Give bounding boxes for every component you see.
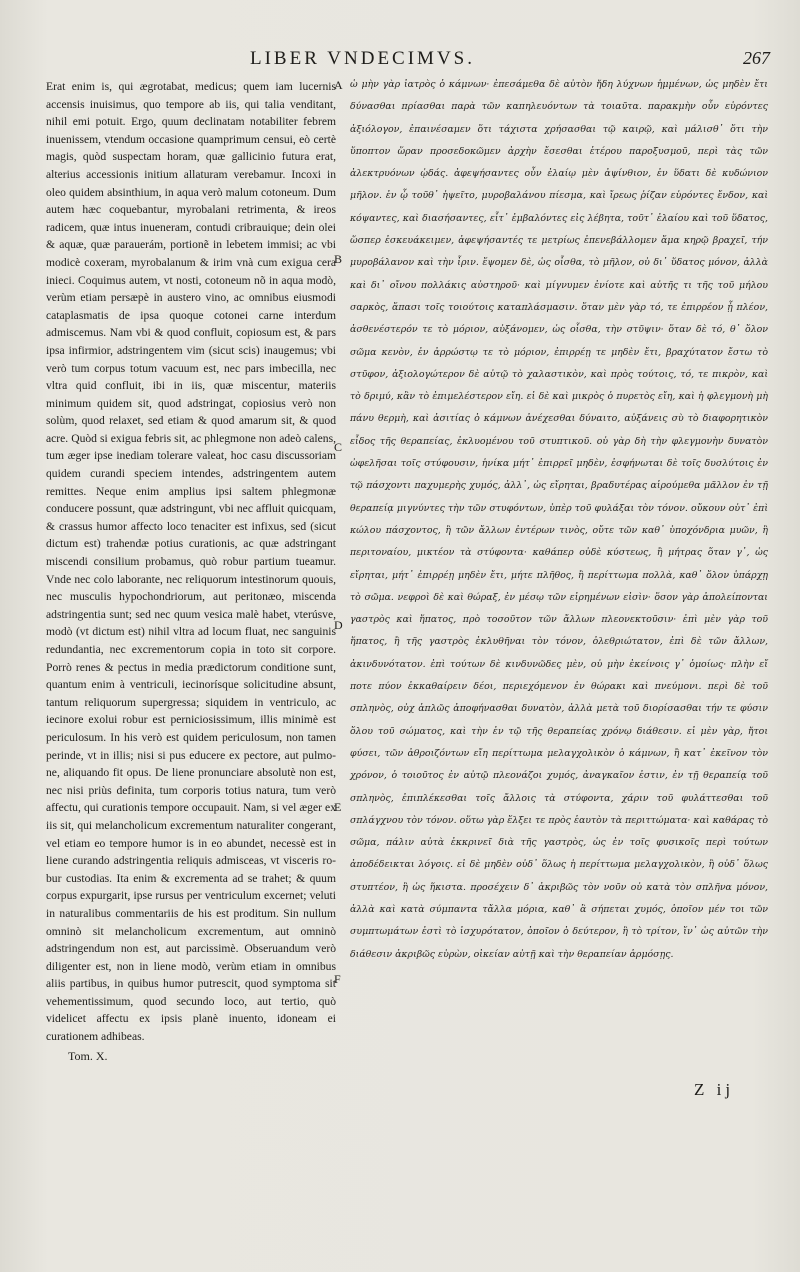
running-title: LIBER VNDECIMVS.: [250, 48, 475, 69]
greek-column: [350, 74, 768, 966]
latin-column: [46, 78, 336, 1065]
gathering-signature: Z ij: [694, 1080, 735, 1099]
margin-letter-a: A: [334, 78, 343, 92]
latin-paragraph: Erat enim is, qui ægrotabat, medicus; quem iam lucernis accensis inuisimus, quo tempore ab iis, qui talia venditant, nihil emi potuit. Ergo, quum declinatam notabiliter febrem inuenissem, vtendum occasione quamprimum censui, eò certè magis, quòd suspectam horam, quæ gallicinio futura erat, alterius accessionis initium allaturam verebamur. Incoxi in oleo quidem absinthium, in aqua verò malum cotoneum. Dum autem hæc coquebantur, myrobalani retrimenta, & ireos radicem, quæ intus inueneram, contudi cribrauique; dein olei & aquæ, quæ parauerám, portionẽ in lebetem immisi; ac vbi modicè coxeram, myrobalanum & irim vnà cum exigua cera inieci. Coquimus autem, vt nosti, cotoneum nõ in aqua modò, verùm etiam persæpè in austero vino, ac omnibus eiusmodi cataplasmatis de ipsa quoque cotonei carne interdum admiscemus. Nam vbi & quod confluit, copiosum est, & pars ipsa infirmior, adstringentem vim (sicut scis) inaugemus; vbi verò tum corpus totum vacuum est, nec pars imbecilla, nec vltra quid confluit, ibi in iis, quæ miscentur, materiis minimum quidem sit, quod adstringat, copiosius verò non solùm, quod relaxet, sed etiam & quod amarum sit, & quod acre. Quòd si exigua febris sit, ac phlegmone non adeò calens, tum æger ipse inediam tolerare valeat, hoc casu discussoriam quidem curandi speciem intendes, adstringentem autem remittes. Neque enim amplius ipsi saltem phlegmonæ conducere possunt, quæ adstringunt, vbi nec affluit quicquam, & crassus humor affecto loco tenaciter est infixus, sed (sicut dictum est) trahendæ potius curationis, ac quæ adstringant miscendi consilium probamus, quò robur partium tueamur. Vnde nec colo laborante, nec reliquorum intestinorum quouis, nec musculis hypochondriorum, aut peritonæo, miscenda adstringentia sunt; sed nec quum vesica malè habet, vterúsve, modò (vt dictum est) nihil vltra ad locum fluat, nec sanguinis redundantia, nec excrementorum copia in toto sit corpore. Porrò renes & pectus in media prædictorum conditione sunt, quantum enim à ventriculi, iecinorísque solicitudine absunt, tantum reliquorum supergressa; siquidem in ventriculo, ac iecinore exolui robur est perniciosissimum, illis minimè est periculosum. In his verò est quidem periculosum, non tamen perinde, vt in illis; nisi si pus educere ex pectore, aut pulmone, aliquando fit opus. De liene pronunciare absolutè non est, nec nisi priùs definita, tum corporis totius natura, tum verò affectu, qui curationis tempore occupauit. Nam, si vel æger ex iis sit, qui melancholicum excrementum naturaliter congerant, vel etiam eo tempore humor is in eo abundet, necessè est in liene curando adstringentia reliquis admisceas, vt visceris robur custodias. Ita enim & excrementa ad se trahet; & quum corpus expurgarit, ipse rursus per ventriculum excernet; veluti in naturalibus commentariis de his est proditum. Sin nullum omninò sit melancholicum excrementum, aut omninò adstringendum non est, aut parcissimè. Obseruandum verò diligenter est, non in liene modò, verùm etiam in omnibus aliis partibus, in quibus humor putrescit, quod symptoma sit vehementissimum, quod secundo loco, aut tertio, quò videlicet affectu ex ipsis planè inuento, idoneam ei curationem adhibeas.: [46, 80, 336, 1044]
margin-letter-c: C: [334, 440, 343, 454]
page-number: 267: [743, 48, 770, 68]
margin-letter-f: F: [334, 972, 341, 986]
margin-letter-e: E: [334, 800, 342, 814]
margin-letter-b: B: [334, 252, 343, 266]
page-header: [0, 46, 800, 76]
volume-signature: Tom. X.: [68, 1048, 108, 1063]
greek-paragraph: ὡ μὴν γὰρ ἰατρὸς ὁ κάμνων· ἐπεσάμεθα δὲ αὐτὸν ἤδη λύχνων ἡμμένων, ὡς μηδὲν ἔτι δύνασθαι πρίασθαι παρὰ τῶν καπηλευόντων τὰ τοιαῦτα. παρακμὴν οὖν εὑρόντες ἀξιόλογον, ἐπαινέσαμεν ὅτι τάχιστα χρήσασθαι τῷ καιρῷ, καὶ μάλισθ᾽ ὅτι τὴν ὕποπτον ὥραν προσεδοκῶμεν ἀρχὴν ἔσεσθαι ἑτέρου παροξυσμοῦ, περὶ τὰς τῶν ἀλεκτρυόνων ᾠδάς. ἀφεψήσαντες οὖν ἐλαίῳ μὲν ἀψίνθιον, ἐν ὕδατι δὲ κυδώνιον μῆλον. ἐν ᾧ τοῦθ᾽ ἡψεῖτο, μυροβαλάνου πίεσμα, καὶ ἴρεως ῥίζαν εὑρόντες ἔνδον, καὶ κόψαντες, καὶ διασήσαντες, εἶτ᾽ ἐμβαλόντες εἰς λέβητα, τοῦτ᾽ ἐλαίου καὶ τοῦ ὕδατος, ὥσπερ ἐσκευάκειμεν, ἀφεψήσαντές τε μετρίως ἐπενεβάλλομεν ἅμα κηρῷ βραχεῖ, τήν μυροβάλανον καὶ τὴν ἶριν. ἕψομεν δὲ, ὡς οἶσθα, τὸ μῆλον, οὐ δι᾽ ὕδατος μόνον, ἀλλὰ καὶ δι᾽ οἴνου πολλάκις αὐστηροῦ· καὶ μίγνυμεν ἐνίοτε καὶ αὐτῆς τι τῆς τοῦ μήλου σαρκὸς, ἅπασι τοῖς τοιούτοις καταπλάσμασιν. ὅταν μὲν γὰρ τό, τε ἐπιρρέον ᾖ πλέον, ἀσθενέστερόν τε τὸ μόριον, αὐξάνομεν, ὡς οἶσθα, τὴν στῦψιν· ὅταν δὲ τό, θ᾽ ὅλον σῶμα κενὸν, ἐν ἀρρώστῳ τε τὸ μόριον, ἐπιρρέῃ τε μηδὲν ἔτι, βραχύτατον ἔστω τὸ στῦφον, ἀξιολογώτερον δὲ αὐτῷ τὸ χαλαστικὸν, καὶ πρὸς τούτοις, τό, τε πικρὸν, καὶ τὸ δριμύ, κἂν τὸ ἐπιμελέστερον εἴη. εἰ δὲ καὶ μικρὸς ὁ πυρετὸς εἴη, καὶ ἡ φλεγμονὴ μὴ πάνυ θερμὴ, καὶ ἀσιτίας ὁ κάμνων ἀνέχεσθαι δύναιτο, αὐξάνεις σὺ τὸ διαφορητικὸν εἶδος τῆς θεραπείας, ἐκλυομένου τοῦ στυπτικοῦ. οὐ γὰρ δὴ τὴν φλεγμονὴν δυνατὸν ὠφελῆσαι τοῖς στύφουσιν, ἡνίκα μήτ᾽ ἐπιρρεῖ μηδὲν, ἐσφήνωται δὲ τοῖς δυσλύτοις ἐν τῷ πάσχοντι παχυμερὴς χυμός, ἀλλ᾽, ὡς εἴρηται, βραδυτέρας αἱρούμεθα μᾶλλον ἐν τῇ θεραπείᾳ μιγνύντες τὴν τῶν στυφόντων, ὑπὲρ τοῦ φυλάξαι τὸν τόνον. οὔκουν οὐτ᾽ ἐπὶ κώλου πάσχοντος, ἢ τῶν ἄλλων ἐντέρων τινὸς, οὔτε τῶν καθ᾽ ὑποχόνδρια μυῶν, ἢ περιτοναίου, μικτέον τὰ στύφοντα· καθάπερ οὐδὲ κύστεως, ἢ μήτρας ὅταν γ᾽, ὡς εἴρηται, μήτ᾽ ἐπιρρέῃ μηδὲν ἔτι, μήτε πλῆθος, ἢ περίττωμα πολλὰ, καθ᾽ ὅλον ὑπάρχῃ τὸ σῶμα. νεφροὶ δὲ καὶ θώραξ, ἐν μέσῳ τῶν εἰρημένων εἰσὶν· ὅσον γὰρ ἀπολείπονται γαστρὸς καὶ ἥπατος, πρὸ τοσοῦτον τῶν ἄλλων πλεονεκτοῦσιν· ἐπὶ μὲν γὰρ τοῦ ἥπατος, ἢ τῆς γαστρὸς ἐκλυθῆναι τὸν τόνον, ὀλεθριώτατον, ἐπὶ δὲ τῶν ἄλλων, ἀκινδυνότατον. ἐπὶ τούτων δὲ κινδυνῶδες μὲν, οὐ μὴν ἐκείνοις γ᾽ ὁμοίως· πλὴν εἴ ποτε πύον ἐκκαθαίρειν δέοι, περιεχόμενον ἐν θώρακι καὶ πνεύμονι. περὶ δὲ τοῦ σπληνὸς, οὐχ ἁπλῶς ἀποφήνασθαι δυνατὸν, ἀλλὰ μετὰ τοῦ διορίσασθαι τήν τε φύσιν ὅλου τοῦ σώματος, καὶ τὴν ἐν τῷ τῆς θεραπείας χρόνῳ διάθεσιν. εἰ μὲν γὰρ, ἤτοι φύσει, τῶν ἀθροιζόντων εἴη περίττωμα μελαγχολικὸν ὁ κάμνων, ἢ κατ᾽ ἐκεῖνον τὸν χρόνον, ὁ τοιοῦτος ἐν αὐτῷ πλεονάζοι χυμός, ἀναγκαῖον ἐστιν, ἐν τῇ θεραπείᾳ τοῦ σπληνὸς, ἐπιπλέκεσθαι τοῖς ἄλλοις τὰ στύφοντα, χάριν τοῦ φυλάττεσθαι τοῦ σπλάγχνου τὸν τόνον. οὕτω γὰρ ἕλξει τε πρὸς ἑαυτὸν τὰ περιττώματα· καὶ καθάρας τὸ σῶμα, πάλιν αὐτὰ ἐκκρινεῖ διὰ τῆς γαστρὸς, ὡς ἐν τοῖς φυσικοῖς περὶ τούτων ἀποδέδεικται λόγοις. εἰ δὲ μηδὲν οὐδ᾽ ὅλως ἡ περίττωμα μελαγχολικὸν, ἢ οὐδ᾽ ὅλως στυπτέον, ἢ ὡς ἥκιστα. προσέχειν δ᾽ ἀκριβῶς τὸν νοῦν οὐ κατὰ τὸν σπλῆνα μόνον, ἀλλὰ καὶ κατὰ σύμπαντα τἄλλα μόρια, καθ᾽ ἃ σήπεται χυμός, ὁποῖον μέν τοι τῶν συμπτωμάτων ἐστὶ τὸ ἰσχυρότατον, ὁποῖον ὁ δεύτερον, ἢ τὸ τρίτον, ἵν᾽ ὡς αὐτῶν τὴν διάθεσιν ἀκριβῶς εὑρὼν, οἰκείαν αὐτῇ καὶ τὴν θεραπείαν ἁρμόσῃς.: [350, 79, 768, 960]
margin-section-letters: [334, 78, 348, 1078]
margin-letter-d: D: [334, 618, 343, 632]
